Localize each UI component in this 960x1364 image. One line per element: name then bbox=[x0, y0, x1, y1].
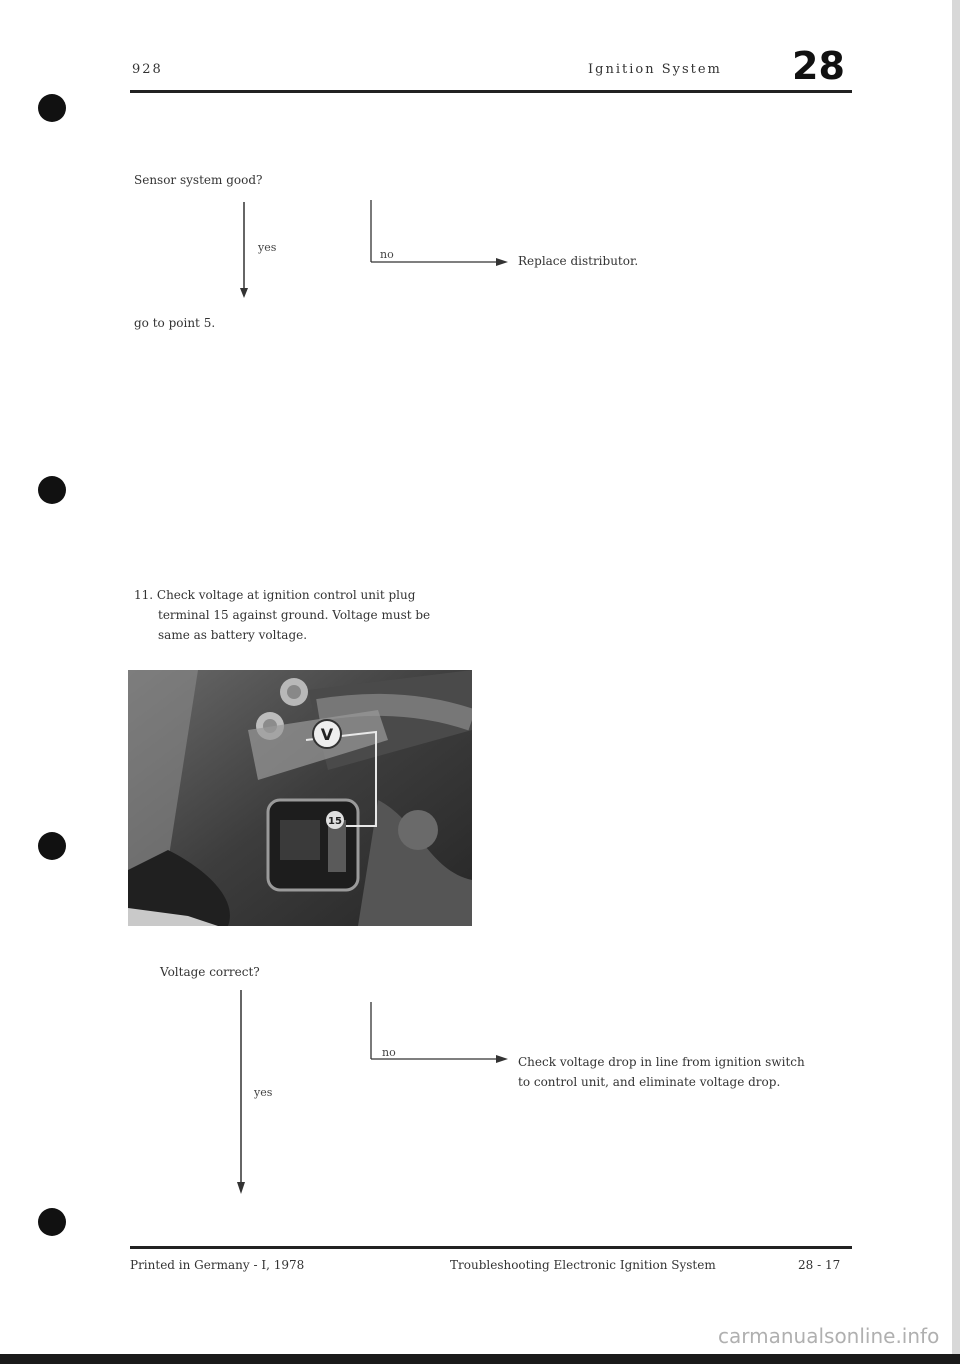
action-replace-distributor: Replace distributor. bbox=[518, 254, 639, 268]
page-edge-shadow bbox=[952, 0, 960, 1354]
header-rule bbox=[130, 90, 852, 93]
action-goto-point5: go to point 5. bbox=[134, 316, 216, 330]
watermark: carmanualsonline.info bbox=[718, 1324, 940, 1348]
question-voltage: Voltage correct? bbox=[160, 965, 260, 979]
action-check-voltage-drop-1: Check voltage drop in line from ignition switch bbox=[518, 1055, 805, 1069]
step11-line2: terminal 15 against ground. Voltage must be bbox=[158, 608, 431, 622]
v-marker: V bbox=[320, 725, 334, 744]
action-check-voltage-drop-2: to control unit, and eliminate voltage drop. bbox=[518, 1075, 781, 1089]
binder-hole bbox=[38, 1208, 66, 1236]
footer-page-number: 28 - 17 bbox=[798, 1258, 841, 1272]
footer-printed: Printed in Germany - I, 1978 bbox=[130, 1258, 305, 1272]
binder-hole bbox=[38, 94, 66, 122]
binder-hole bbox=[38, 476, 66, 504]
no-label-1: no bbox=[380, 248, 394, 261]
footer-rule bbox=[130, 1246, 852, 1249]
section-number: 28 bbox=[792, 44, 845, 88]
section-title: Ignition System bbox=[588, 62, 722, 77]
photo-illustration bbox=[128, 670, 472, 926]
no-label-2: no bbox=[382, 1046, 396, 1059]
step11-line3: same as battery voltage. bbox=[158, 628, 308, 642]
yes-label-2: yes bbox=[254, 1086, 273, 1099]
footer-title: Troubleshooting Electronic Ignition System bbox=[450, 1258, 716, 1272]
bottom-scan-bar bbox=[0, 1354, 960, 1364]
terminal-15-marker: 15 bbox=[328, 816, 342, 827]
flow-arrows-2 bbox=[230, 984, 530, 1204]
binder-hole bbox=[38, 832, 66, 860]
step11-line1: 11. Check voltage at ignition control unit plug bbox=[134, 588, 416, 602]
yes-label-1: yes bbox=[258, 241, 277, 254]
model-number: 928 bbox=[132, 62, 163, 77]
question-sensor: Sensor system good? bbox=[134, 173, 263, 187]
ignition-unit-photo bbox=[128, 670, 472, 926]
